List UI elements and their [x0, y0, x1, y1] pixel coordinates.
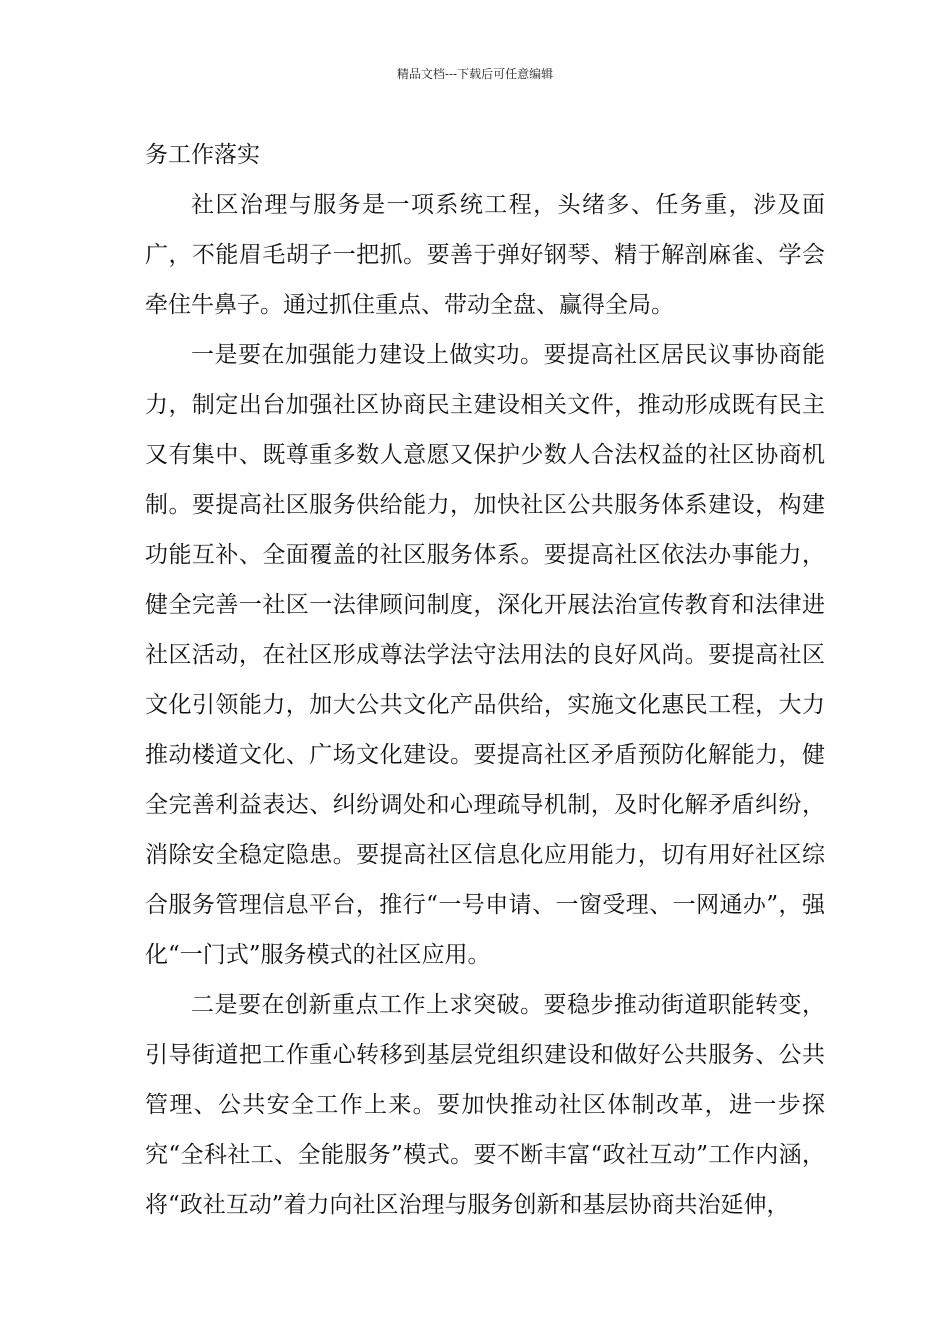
paragraph-continuation: 务工作落实 [145, 142, 260, 168]
paragraph-intro: 社区治理与服务是一项系统工程，头绪多、任务重，涉及面广，不能眉毛胡子一把抓。要善于弹好钢琴、精于解剖麻雀、学会牵住牛鼻子。通过抓住重点、带动全盘、赢得全局。 [145, 192, 825, 318]
paragraph-capacity-building: 一是要在加强能力建设上做实功。要提高社区居民议事协商能力，制定出台加强社区协商民主建设相关文件，推动形成既有民主又有集中、既尊重多数人意愿又保护少数人合法权益的社区协商机制。要提高社区服务供给能力，加快社区公共服务体系建设，构建功能互补、全面覆盖的社区服务体系。要提高社区依法办事能力，健全完善一社区一法律顾问制度，深化开展法治宣传教育和法律进社区活动，在社区形成尊法学法守法用法的良好风尚。要提高社区文化引领能力，加大公共文化产品供给，实施文化惠民工程，大力推动楼道文化、广场文化建设。要提高社区矛盾预防化解能力，健全完善利益表达、纠纷调处和心理疏导机制，及时化解矛盾纠纷，消除安全稳定隐患。要提高社区信息化应用能力，切有用好社区综合服务管理信息平台，推行“一号申请、一窗受理、一网通办”，强化“一门式”服务模式的社区应用。 [145, 342, 825, 968]
paragraph-innovation: 二是要在创新重点工作上求突破。要稳步推动街道职能转变，引导街道把工作重心转移到基层党组织建设和做好公共服务、公共管理、公共安全工作上来。要加快推动社区体制改革，进一步探究“全科社工、全能服务”模式。要不断丰富“政社互动”工作内涵，将“政社互动”着力向社区治理与服务创新和基层协商共治延伸， [145, 992, 825, 1218]
document-body [145, 130, 825, 1230]
page-header: 精品文档---下载后可任意编辑 [396, 67, 554, 81]
